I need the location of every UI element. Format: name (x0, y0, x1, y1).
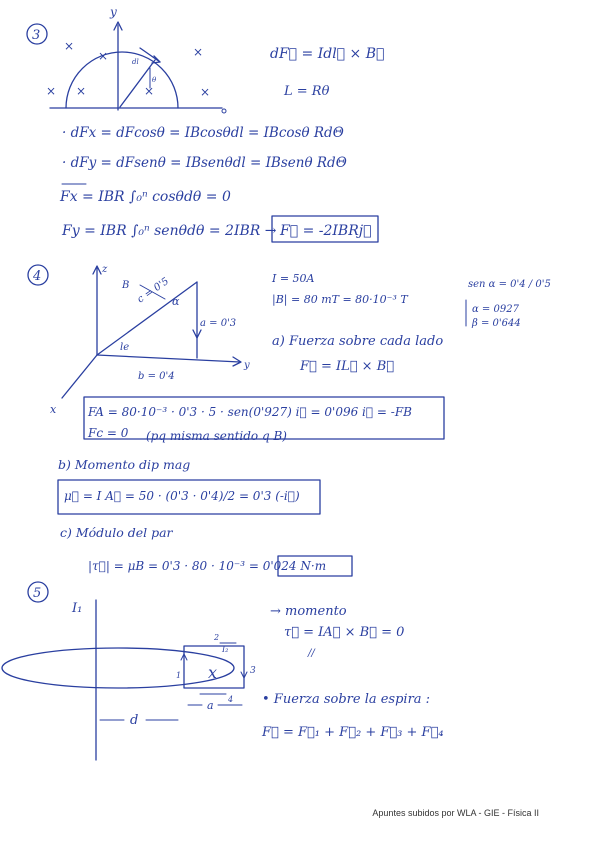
side-4-label: 4 (228, 695, 234, 704)
problem-4 (28, 264, 551, 576)
dFy-line: · dFy = dFsenθ = IBsenθdl = IBsenθ RdΘ (62, 155, 347, 171)
part-c-formula: |τ⃗| = μB = 0'3 · 80 · 10⁻³ = 0'024 N·m (88, 559, 327, 573)
c-label: c = 0'5 (135, 275, 172, 306)
x-axis-label: x (50, 403, 57, 416)
formula-dF: dF⃗ = Idl⃗ × B⃗ (270, 46, 385, 62)
side-3-label: 3 (250, 666, 256, 676)
alpha-value: α = 0927 (472, 304, 519, 315)
y-axis-label: y (244, 360, 250, 371)
force-C-note: (pq misma sentido q B) (146, 429, 287, 443)
a-label: a = 0'3 (200, 318, 237, 329)
Fy-line: Fy = IBR ∫₀ⁿ senθdθ = 2IBR → (62, 223, 277, 239)
momento-title: → momento (270, 604, 347, 619)
part-a-formula: F⃗ = IL⃗ × B⃗ (300, 359, 395, 374)
field-cross: × (76, 84, 87, 98)
side-1-label: 1 (176, 671, 182, 680)
field-cross: × (64, 39, 75, 53)
Fx-line: Fx = IBR ∫₀ⁿ cosθdθ = 0 (60, 189, 231, 205)
dFx-line: · dFx = dFcosθ = IBcosθdl = IBcosθ RdΘ (62, 125, 344, 141)
problem-5 (2, 582, 444, 760)
I2-label: I₂ (222, 645, 229, 654)
I1-label: I₁ (72, 601, 83, 616)
problem-number: 5 (33, 586, 42, 601)
field-line-ellipse (2, 648, 234, 688)
y-axis-label: y (110, 5, 117, 19)
angle-label: θ (152, 76, 157, 84)
sen-alpha: sen α = 0'4 / 0'5 (468, 279, 551, 290)
force-C: Fc = 0 (88, 426, 129, 440)
b-label: b = 0'4 (138, 371, 175, 382)
z-axis-label: z (102, 264, 108, 275)
formula-L: L = Rθ (284, 84, 330, 99)
field-data: |B| = 80 mT = 80·10⁻³ T (272, 293, 408, 306)
semicircle-wire (66, 52, 178, 108)
problem-3 (27, 5, 384, 242)
page-footer: Apuntes subidos por WLA - GIE - Física II (372, 808, 539, 818)
field-cross: x (208, 663, 218, 682)
B-label: B (122, 280, 130, 291)
problem-number: 4 (33, 269, 42, 284)
momento-note: // (308, 648, 315, 659)
side-2-label: 2 (214, 633, 220, 642)
beta-value: β = 0'644 (472, 318, 521, 329)
fuerza-title: • Fuerza sobre la espira : (262, 692, 431, 707)
part-c-title: c) Módulo del par (60, 525, 173, 540)
field-cross: × (98, 49, 109, 63)
part-b-formula: μ⃗ = I A⃗ = 50 · (0'3 · 0'4)/2 = 0'3 (-i⃗) (64, 489, 300, 503)
a-dimension-label: a (207, 699, 214, 712)
alpha-label: α (172, 295, 180, 308)
fuerza-formula: F⃗ = F⃗₁ + F⃗₂ + F⃗₃ + F⃗₄ (262, 725, 444, 740)
field-cross: × (193, 45, 204, 59)
force-A: FA = 80·10⁻³ · 0'3 · 5 · sen(0'927) i⃗ = 0'096 i⃗ = -FB (88, 405, 412, 419)
problem-number: 3 (32, 28, 41, 43)
current-data: I = 50A (272, 272, 315, 285)
x-axis (62, 355, 97, 398)
part-b-title: b) Momento dip mag (58, 457, 191, 472)
x-axis-end (222, 109, 226, 113)
y-axis (97, 355, 240, 362)
field-cross: × (200, 85, 211, 99)
result-Fy: F⃗ = -2IBRj⃗ (280, 223, 372, 239)
angle-label: le (120, 342, 130, 353)
momento-formula: τ⃗ = IA⃗ × B⃗ = 0 (284, 625, 405, 640)
field-cross: × (144, 84, 155, 98)
d-dimension-label: d (130, 713, 139, 728)
field-cross: × (46, 84, 57, 98)
part-a-title: a) Fuerza sobre cada lado (272, 334, 444, 349)
dl-label: dl (132, 58, 139, 66)
